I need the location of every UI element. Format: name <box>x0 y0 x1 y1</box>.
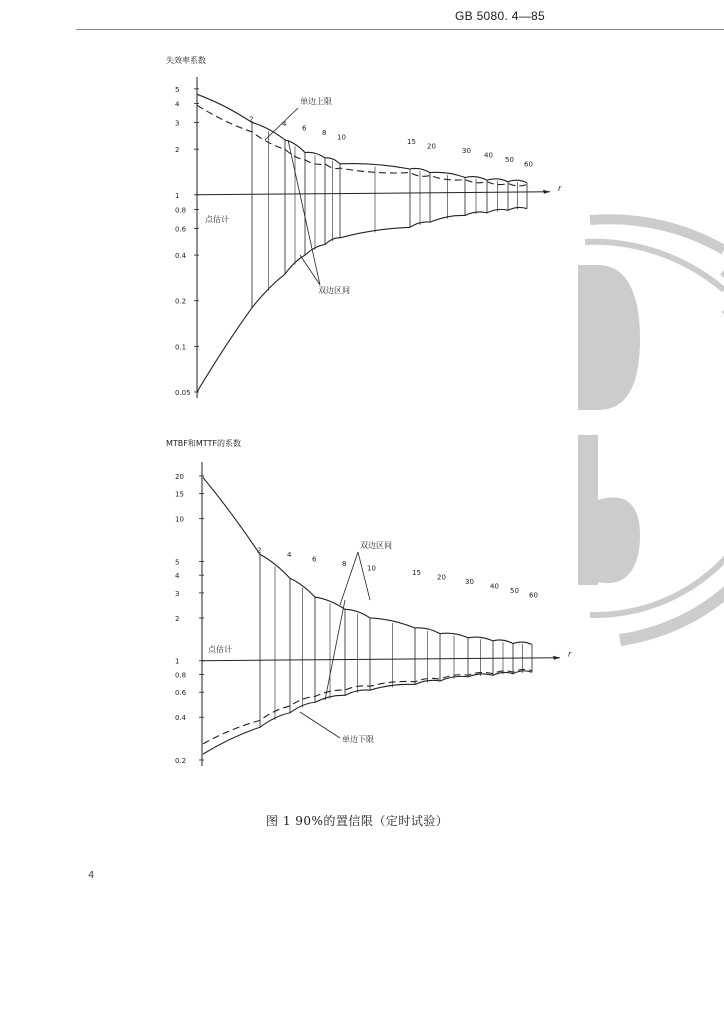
r-value-label: 10 <box>367 564 376 573</box>
annotation-upper-limit: 单边上限 <box>300 97 332 106</box>
annotation-two-sided: 双边区间 <box>318 286 350 295</box>
series-curve <box>203 669 532 743</box>
y-tick-label: 5 <box>175 558 180 567</box>
y-tick-label: 0.1 <box>175 343 187 352</box>
r-value-label: 4 <box>282 120 287 128</box>
r-value-label: 50 <box>510 587 519 595</box>
r-axis-label: r <box>568 649 572 659</box>
r-value-label: 15 <box>407 138 416 146</box>
r-value-label: 2 <box>249 115 254 124</box>
y-axis-title: MTBF和MTTF的系数 <box>166 439 242 448</box>
y-tick-label: 0.2 <box>175 757 187 765</box>
page-number: 4 <box>88 870 95 881</box>
r-value-label: 60 <box>529 591 538 600</box>
leader-line <box>265 108 298 140</box>
y-axis-title: 失效率系数 <box>166 56 206 65</box>
series-curve <box>197 94 527 182</box>
y-tick-label: 1 <box>175 657 180 666</box>
r-value-label: 10 <box>337 133 346 142</box>
leader-line <box>325 600 345 700</box>
annotation-point-estimate: 点估计 <box>205 215 229 224</box>
r-value-label: 30 <box>462 147 471 155</box>
r-value-label: 8 <box>342 560 347 568</box>
y-tick-label: 0.2 <box>175 297 187 306</box>
r-value-label: 2 <box>257 546 262 555</box>
series-curve <box>197 105 527 186</box>
y-tick-label: 10 <box>175 515 184 524</box>
annotation-point-estimate: 点估计 <box>208 645 232 654</box>
series-curve <box>203 477 532 644</box>
y-tick-label: 0.6 <box>175 225 187 234</box>
r-value-label: 20 <box>427 142 436 151</box>
leader-line <box>358 552 370 600</box>
r-value-label: 6 <box>302 124 307 133</box>
y-tick-label: 2 <box>175 146 180 155</box>
y-tick-label: 15 <box>175 490 184 499</box>
r-value-label: 30 <box>465 578 474 586</box>
r-value-label: 8 <box>322 129 327 137</box>
y-tick-label: 4 <box>175 572 180 581</box>
r-value-label: 60 <box>524 160 533 169</box>
figure-caption: 图 1 90%的置信限（定时试验） <box>266 814 449 828</box>
leader-line <box>300 712 340 738</box>
y-tick-label: 0.8 <box>175 206 187 215</box>
r-value-label: 40 <box>484 151 493 160</box>
annotation-lower-limit: 单边下限 <box>342 735 374 744</box>
r-value-label: 6 <box>312 555 317 564</box>
y-tick-label: 0.8 <box>175 671 187 680</box>
r-value-label: 50 <box>505 156 514 164</box>
y-tick-label: 0.6 <box>175 689 187 698</box>
r-value-label: 40 <box>490 582 499 591</box>
standard-code: GB 5080. 4—85 <box>455 9 545 23</box>
y-tick-label: 3 <box>175 119 180 128</box>
r-value-label: 20 <box>437 573 446 582</box>
r-axis-line <box>197 192 550 195</box>
y-tick-label: 4 <box>175 100 180 109</box>
y-tick-label: 0.05 <box>175 389 191 397</box>
series-curve <box>197 207 527 392</box>
y-tick-label: 0.4 <box>175 252 187 261</box>
r-value-label: 4 <box>287 551 292 559</box>
y-tick-label: 0.4 <box>175 714 187 723</box>
y-tick-label: 3 <box>175 589 180 598</box>
top-chart <box>166 55 562 398</box>
y-tick-label: 20 <box>175 472 184 481</box>
y-tick-label: 5 <box>175 85 180 94</box>
y-tick-label: 1 <box>175 191 180 200</box>
bottom-chart <box>166 438 572 766</box>
r-axis-arrow <box>543 190 550 194</box>
r-axis-arrow <box>553 656 560 660</box>
y-tick-label: 2 <box>175 614 180 623</box>
r-axis-line <box>202 658 560 661</box>
annotation-two-sided: 双边区间 <box>360 541 392 550</box>
r-axis-label: r <box>558 183 562 193</box>
r-value-label: 15 <box>412 569 421 577</box>
